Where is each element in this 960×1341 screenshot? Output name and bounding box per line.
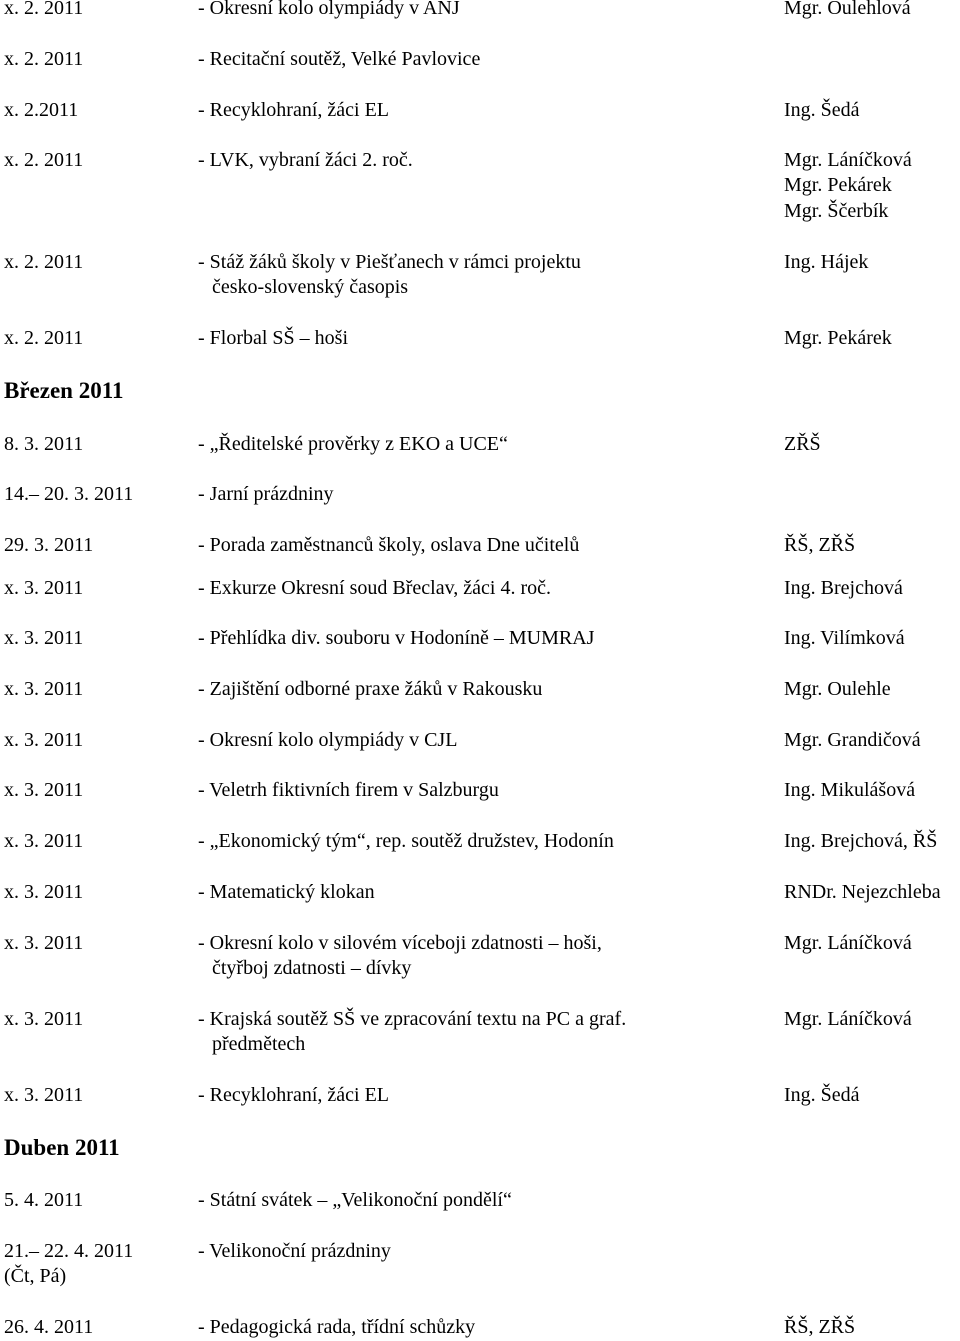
schedule-row xyxy=(0,777,960,803)
schedule-row xyxy=(0,431,960,457)
schedule-row xyxy=(0,1006,960,1032)
row-date: x. 3. 2011 xyxy=(4,678,84,700)
row-person: Mgr. Oulehlová xyxy=(784,0,911,19)
row-person: Ing. Šedá xyxy=(784,1084,860,1106)
row-person: Mgr. Láníčková xyxy=(784,1008,912,1030)
row-date: 29. 3. 2011 xyxy=(4,534,94,556)
row-event: - Okresní kolo olympiády v ANJ xyxy=(198,0,460,19)
schedule-row xyxy=(0,46,960,72)
month-heading-duben: Duben 2011 xyxy=(4,1135,120,1160)
row-person: ZŘŠ xyxy=(784,433,821,455)
row-event: - Exkurze Okresní soud Břeclav, žáci 4. roč. xyxy=(198,577,552,599)
schedule-row-continuation xyxy=(0,1031,960,1057)
schedule-row xyxy=(0,828,960,854)
row-event: - Zajištění odborné praxe žáků v Rakousku xyxy=(198,678,543,700)
row-event: - Florbal SŠ – hoši xyxy=(198,327,349,349)
row-date: x. 3. 2011 xyxy=(4,1084,84,1106)
row-event: - Velikonoční prázdniny xyxy=(198,1240,391,1262)
row-event: - Recyklohraní, žáci EL xyxy=(198,1084,390,1106)
row-event: - „Ředitelské prověrky z EKO a UCE“ xyxy=(198,433,508,455)
row-date: (Čt, Pá) xyxy=(4,1265,67,1287)
row-event: - „Ekonomický tým“, rep. soutěž družstev, Hodonín xyxy=(198,830,614,852)
schedule-row xyxy=(0,676,960,702)
row-date: 14.– 20. 3. 2011 xyxy=(4,483,134,505)
row-date: x. 2. 2011 xyxy=(4,251,84,273)
schedule-row xyxy=(0,1238,960,1264)
row-event: - Jarní prázdniny xyxy=(198,483,334,505)
schedule-row xyxy=(0,481,960,507)
row-event: - Veletrh fiktivních firem v Salzburgu xyxy=(198,779,499,801)
row-date: x. 3. 2011 xyxy=(4,627,84,649)
schedule-row xyxy=(0,198,960,224)
row-date: x. 3. 2011 xyxy=(4,830,84,852)
row-event-continuation: předmětech xyxy=(212,1033,306,1055)
row-date: x. 3. 2011 xyxy=(4,729,84,751)
row-event: - Stáž žáků školy v Piešťanech v rámci projektu xyxy=(198,251,581,273)
row-event: - LVK, vybraní žáci 2. roč. xyxy=(198,149,413,171)
schedule-row xyxy=(0,532,960,558)
row-person: Ing. Šedá xyxy=(784,99,860,121)
row-date: 8. 3. 2011 xyxy=(4,433,84,455)
row-person: Ing. Brejchová, ŘŠ xyxy=(784,830,938,852)
row-person: Ing. Vilímková xyxy=(784,627,905,649)
row-person: Mgr. Oulehle xyxy=(784,678,891,700)
row-date: x. 2. 2011 xyxy=(4,48,84,70)
row-date: 26. 4. 2011 xyxy=(4,1316,94,1338)
row-date: 5. 4. 2011 xyxy=(4,1189,84,1211)
row-person: Mgr. Pekárek xyxy=(784,327,892,349)
row-event: - Okresní kolo olympiády v CJL xyxy=(198,729,458,751)
row-date: x. 2. 2011 xyxy=(4,149,84,171)
row-date: 21.– 22. 4. 2011 xyxy=(4,1240,134,1262)
schedule-row xyxy=(0,930,960,956)
row-person: Mgr. Pekárek xyxy=(784,174,892,196)
row-person: RNDr. Nejezchleba xyxy=(784,881,941,903)
row-event: - Recitační soutěž, Velké Pavlovice xyxy=(198,48,481,70)
schedule-row xyxy=(0,325,960,351)
row-event: - Pedagogická rada, třídní schůzky xyxy=(198,1316,476,1338)
schedule-row xyxy=(0,727,960,753)
row-event: - Okresní kolo v silovém víceboji zdatnosti – hoši, xyxy=(198,932,602,954)
row-person: Mgr. Láníčková xyxy=(784,149,912,171)
row-event: - Státní svátek – „Velikonoční pondělí“ xyxy=(198,1189,512,1211)
schedule-row xyxy=(0,0,960,21)
schedule-row xyxy=(0,1082,960,1108)
row-event: - Krajská soutěž SŠ ve zpracování textu na PC a graf. xyxy=(198,1008,627,1030)
row-date: x. 3. 2011 xyxy=(4,1008,84,1030)
row-event: - Recyklohraní, žáci EL xyxy=(198,99,390,121)
month-heading-brezen: Březen 2011 xyxy=(4,378,124,403)
schedule-row-continuation xyxy=(0,955,960,981)
row-person: Ing. Mikulášová xyxy=(784,779,916,801)
row-person: Mgr. Grandičová xyxy=(784,729,921,751)
row-event: - Matematický klokan xyxy=(198,881,375,903)
schedule-row xyxy=(0,249,960,275)
schedule-row xyxy=(0,1314,960,1340)
schedule-row xyxy=(0,1187,960,1213)
row-date: x. 2. 2011 xyxy=(4,0,84,19)
row-person: Ing. Brejchová xyxy=(784,577,903,599)
schedule-row xyxy=(0,97,960,123)
row-person: ŘŠ, ZŘŠ xyxy=(784,1316,856,1338)
row-person: Mgr. Láníčková xyxy=(784,932,912,954)
row-date: x. 3. 2011 xyxy=(4,881,84,903)
row-date: x. 3. 2011 xyxy=(4,779,84,801)
row-person: ŘŠ, ZŘŠ xyxy=(784,534,856,556)
schedule-row xyxy=(0,575,960,601)
row-person: Mgr. Ščerbík xyxy=(784,200,889,222)
row-person: Ing. Hájek xyxy=(784,251,869,273)
schedule-row xyxy=(0,172,960,198)
row-date: x. 2.2011 xyxy=(4,99,79,121)
row-event-continuation: čtyřboj zdatnosti – dívky xyxy=(212,957,412,979)
schedule-row xyxy=(0,147,960,173)
schedule-row-continuation xyxy=(0,274,960,300)
row-date: x. 3. 2011 xyxy=(4,577,84,599)
row-date: x. 3. 2011 xyxy=(4,932,84,954)
row-event: - Přehlídka div. souboru v Hodoníně – MUMRAJ xyxy=(198,627,595,649)
schedule-row xyxy=(0,879,960,905)
schedule-row xyxy=(0,1263,960,1289)
row-date: x. 2. 2011 xyxy=(4,327,84,349)
row-event-continuation: česko-slovenský časopis xyxy=(212,276,409,298)
row-event: - Porada zaměstnanců školy, oslava Dne učitelů xyxy=(198,534,580,556)
schedule-row xyxy=(0,625,960,651)
